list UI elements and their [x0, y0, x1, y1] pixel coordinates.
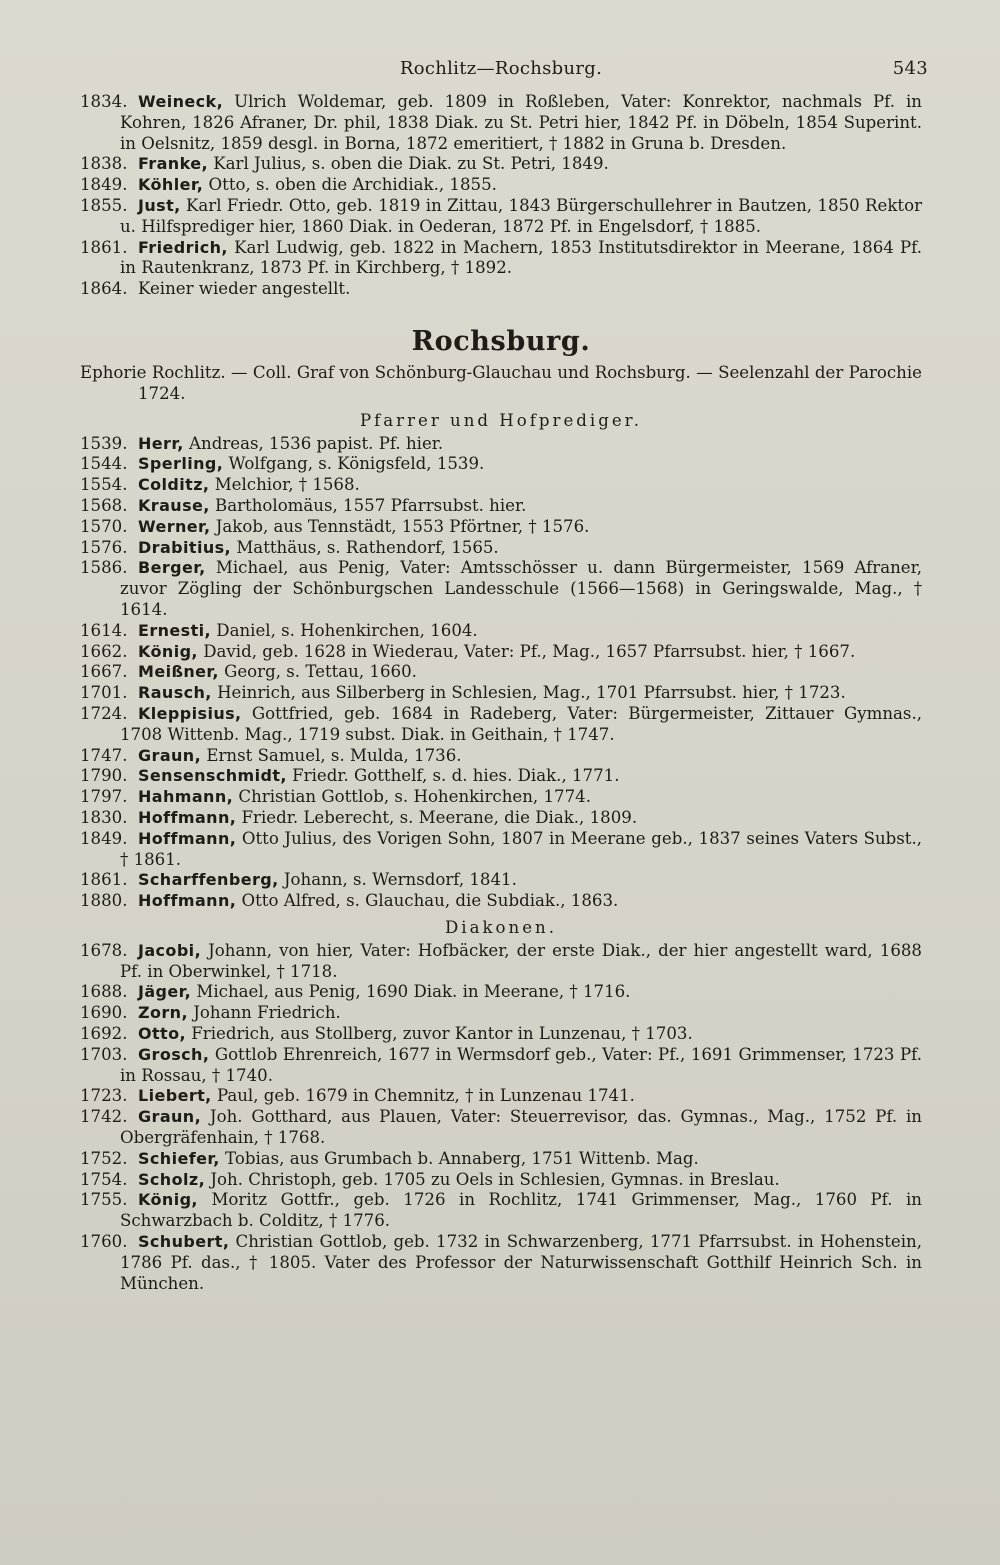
entry-name: Hoffmann,: [138, 828, 237, 848]
entry-year: 1754.: [80, 1169, 128, 1189]
entry-text: Friedr. Leberecht, s. Meerane, die Diak., 1809.: [241, 807, 638, 827]
entry-name: Scharffenberg,: [138, 870, 279, 890]
entry-name: Scholz,: [138, 1169, 206, 1189]
entry-name: Hahmann,: [138, 787, 234, 807]
list-item: [80, 454, 922, 475]
entry-name: Jäger,: [138, 982, 192, 1002]
entry-name: Graun,: [138, 745, 202, 765]
list-item: [80, 891, 922, 912]
entry-year: 1861.: [80, 870, 128, 890]
entry-year: 1855.: [80, 195, 128, 215]
list-item: [80, 642, 922, 663]
list-item: [80, 1024, 922, 1045]
entry-name: Rausch,: [138, 683, 212, 703]
diakonen-heading: Diakonen.: [444, 917, 558, 937]
entry-name: Colditz,: [138, 475, 210, 495]
entry-year: 1539.: [80, 433, 128, 453]
entry-name: König,: [138, 1190, 198, 1210]
list-item: [80, 475, 922, 496]
entry-text: Ulrich Woldemar, geb. 1809 in Roßleben, Vater: Konrektor, nachmals Pf. in Kohren, 1826 Afraner, Dr. phil, 1838 Diak. zu St. Petri hier, 1842 Pf. in Döbeln, 1854 Superint. in Oelsnitz, 1859 desgl. in Borna, 1872 emeritiert, † 1882 in Gruna b. Dresden.: [120, 92, 922, 153]
entry-text: Johann Friedrich.: [193, 1003, 341, 1023]
entry-name: Kleppisius,: [138, 703, 242, 723]
entry-text: Michael, aus Penig, 1690 Diak. in Meerane, † 1716.: [196, 982, 631, 1002]
entry-year: 1678.: [80, 940, 128, 960]
entry-text: Paul, geb. 1679 in Chemnitz, † in Lunzenau 1741.: [216, 1086, 635, 1106]
list-item: [80, 1045, 922, 1087]
entry-name: Ernesti,: [138, 620, 211, 640]
page-number: 543: [892, 58, 928, 79]
entry-name: Sperling,: [138, 454, 224, 474]
entry-year: 1830.: [80, 807, 128, 827]
list-item: [80, 1107, 922, 1149]
entry-year: 1760.: [80, 1232, 128, 1252]
entry-text: Matthäus, s. Rathendorf, 1565.: [236, 537, 499, 557]
list-item: [80, 829, 922, 871]
list-item: [80, 982, 922, 1003]
entry-text: Karl Julius, s. oben die Diak. zu St. Petri, 1849.: [213, 154, 609, 174]
entry-year: 1688.: [80, 982, 128, 1002]
list-item: [80, 787, 922, 808]
list-item: [80, 1232, 922, 1294]
entry-text: Bartholomäus, 1557 Pfarrsubst. hier.: [215, 495, 527, 515]
list-item: [80, 683, 922, 704]
list-item: [80, 238, 922, 280]
list-item: [80, 941, 922, 983]
entry-year: 1586.: [80, 558, 128, 578]
entry-text: David, geb. 1628 in Wiederau, Vater: Pf., Mag., 1657 Pfarrsubst. hier, † 1667.: [203, 641, 856, 661]
entry-name: Just,: [138, 195, 181, 215]
entry-year: 1667.: [80, 662, 128, 682]
list-item: [80, 1149, 922, 1170]
entry-year: 1864.: [80, 279, 128, 299]
entry-year: 1570.: [80, 516, 128, 536]
entry-year: 1838.: [80, 154, 128, 174]
entry-text: Joh. Gotthard, aus Plauen, Vater: Steuerrevisor, das. Gymnas., Mag., 1752 Pf. in Obergräfenhain, † 1768.: [120, 1107, 922, 1148]
entry-year: 1662.: [80, 641, 128, 661]
entry-year: 1880.: [80, 891, 128, 911]
entry-year: 1752.: [80, 1148, 128, 1168]
entry-text: Friedr. Gotthelf, s. d. hies. Diak., 1771.: [292, 766, 620, 786]
entry-text: Tobias, aus Grumbach b. Annaberg, 1751 Wittenb. Mag.: [225, 1148, 699, 1168]
entry-name: Franke,: [138, 154, 208, 174]
list-item: [80, 1170, 922, 1191]
entry-text: Johann, s. Wernsdorf, 1841.: [283, 870, 517, 890]
entry-name: Zorn,: [138, 1003, 188, 1023]
list-item: [80, 870, 922, 891]
rochlitz-entry-list: [80, 92, 922, 300]
entry-name: Grosch,: [138, 1044, 210, 1064]
entry-text: Christian Gottlob, s. Hohenkirchen, 1774.: [238, 787, 591, 807]
entry-text: Heinrich, aus Silberberg in Schlesien, Mag., 1701 Pfarrsubst. hier, † 1723.: [217, 683, 846, 703]
entry-name: Schiefer,: [138, 1148, 220, 1168]
entry-year: 1747.: [80, 745, 128, 765]
entry-name: Berger,: [138, 558, 206, 578]
entry-year: 1849.: [80, 175, 128, 195]
entry-name: Otto,: [138, 1024, 186, 1044]
list-item: [80, 517, 922, 538]
entry-name: Friedrich,: [138, 237, 228, 257]
entry-year: 1755.: [80, 1190, 128, 1210]
entry-year: 1790.: [80, 766, 128, 786]
entry-name: Sensenschmidt,: [138, 766, 287, 786]
entry-year: 1692.: [80, 1024, 128, 1044]
entry-name: Hoffmann,: [138, 807, 237, 827]
section-title: Rochsburg.: [411, 325, 591, 357]
list-item: [80, 538, 922, 559]
entry-text: Johann, von hier, Vater: Hofbäcker, der erste Diak., der hier angestellt ward, 1688 Pf. in Oberwinkel, † 1718.: [120, 940, 922, 981]
list-item: [80, 558, 922, 620]
pfarrer-heading: Pfarrer und Hofprediger.: [359, 410, 643, 430]
entry-year: 1701.: [80, 683, 128, 703]
entry-text: Gottlob Ehrenreich, 1677 in Wermsdorf geb., Vater: Pf., 1691 Grimmenser, 1723 Pf. in Rossau, † 1740.: [120, 1044, 922, 1085]
entry-year: 1724.: [80, 703, 128, 723]
entry-text: Gottfried, geb. 1684 in Radeberg, Vater: Bürgermeister, Zittauer Gymnas., 1708 Wittenb. Mag., 1719 subst. Diak. in Geithain, † 1747.: [120, 703, 922, 744]
list-item: [80, 1086, 922, 1107]
list-item: [80, 1003, 922, 1024]
entry-year: 1723.: [80, 1086, 128, 1106]
entry-text: Karl Ludwig, geb. 1822 in Machern, 1853 Institutsdirektor in Meerane, 1864 Pf. in Rautenkranz, 1873 Pf. in Kirchberg, † 1892.: [120, 237, 922, 278]
pfarrer-entry-list: [80, 434, 922, 912]
entry-year: 1614.: [80, 620, 128, 640]
entry-name: Jacobi,: [138, 940, 202, 960]
entry-text: Karl Friedr. Otto, geb. 1819 in Zittau, 1843 Bürgerschullehrer in Bautzen, 1850 Rektor u. Hilfsprediger hier, 1860 Diak. in Oederan, 1872 Pf. in Engelsdorf, † 1885.: [120, 195, 922, 236]
list-item: [80, 434, 922, 455]
entry-text: Daniel, s. Hohenkirchen, 1604.: [216, 620, 478, 640]
entry-name: Schubert,: [138, 1232, 230, 1252]
entry-name: Graun,: [138, 1107, 202, 1127]
entry-year: 1742.: [80, 1107, 128, 1127]
list-item: [80, 92, 922, 154]
list-item: [80, 746, 922, 767]
entry-name: Köhler,: [138, 175, 204, 195]
entry-text: Keiner wieder angestellt.: [138, 279, 351, 299]
entry-name: Weineck,: [138, 92, 224, 111]
entry-year: 1834.: [80, 92, 128, 111]
entry-year: 1797.: [80, 787, 128, 807]
entry-name: Meißner,: [138, 662, 219, 682]
entry-year: 1861.: [80, 237, 128, 257]
section-info: Ephorie Rochlitz. — Coll. Graf von Schönburg-Glauchau und Rochsburg. — Seelenzahl der Parochie 1724.: [80, 362, 922, 403]
entry-text: Andreas, 1536 papist. Pf. hier.: [189, 433, 444, 453]
entry-text: Michael, aus Penig, Vater: Amtsschösser u. dann Bürgermeister, 1569 Afraner, zuvor Zögling der Schönburgschen Landesschule (1566—1568) in Geringswalde, Mag., † 1614.: [120, 558, 922, 619]
list-item: [80, 175, 922, 196]
entry-name: Werner,: [138, 516, 211, 536]
running-head-title: Rochlitz—Rochsburg.: [399, 58, 603, 79]
entry-text: Otto Alfred, s. Glauchau, die Subdiak., 1863.: [241, 891, 619, 911]
entry-name: Drabitius,: [138, 537, 232, 557]
list-item: [80, 154, 922, 175]
list-item: [80, 1190, 922, 1232]
entry-text: Joh. Christoph, geb. 1705 zu Oels in Schlesien, Gymnas. in Breslau.: [210, 1169, 780, 1189]
entry-text: Otto Julius, des Vorigen Sohn, 1807 in Meerane geb., 1837 seines Vaters Subst., † 1861.: [120, 828, 922, 869]
entry-year: 1568.: [80, 495, 128, 515]
list-item: [80, 621, 922, 642]
entry-year: 1544.: [80, 454, 128, 474]
entry-text: Wolfgang, s. Königsfeld, 1539.: [228, 454, 485, 474]
entry-text: Ernst Samuel, s. Mulda, 1736.: [206, 745, 462, 765]
entry-text: Moritz Gottfr., geb. 1726 in Rochlitz, 1741 Grimmenser, Mag., 1760 Pf. in Schwarzbach b. Colditz, † 1776.: [120, 1190, 922, 1231]
entry-text: Otto, s. oben die Archidiak., 1855.: [208, 175, 497, 195]
entry-year: 1554.: [80, 475, 128, 495]
list-item: [80, 662, 922, 683]
entry-year: 1849.: [80, 828, 128, 848]
entry-text: Jakob, aus Tennstädt, 1553 Pförtner, † 1576.: [215, 516, 590, 536]
entry-text: Friedrich, aus Stollberg, zuvor Kantor in Lunzenau, † 1703.: [191, 1024, 693, 1044]
entry-year: 1690.: [80, 1003, 128, 1023]
entry-text: Georg, s. Tettau, 1660.: [224, 662, 417, 682]
entry-name: Herr,: [138, 433, 184, 453]
list-item: [80, 766, 922, 787]
entry-text: Melchior, † 1568.: [214, 475, 360, 495]
list-item: [80, 279, 922, 300]
list-item: [80, 704, 922, 746]
entry-name: Liebert,: [138, 1086, 212, 1106]
running-head: [80, 58, 928, 92]
diakonen-entry-list: [80, 941, 922, 1295]
entry-name: Hoffmann,: [138, 891, 237, 911]
list-item: [80, 808, 922, 829]
list-item: [80, 496, 922, 517]
entry-name: König,: [138, 641, 198, 661]
entry-name: Krause,: [138, 495, 210, 515]
list-item: [80, 196, 922, 238]
entry-year: 1576.: [80, 537, 128, 557]
entry-text: Christian Gottlob, geb. 1732 in Schwarzenberg, 1771 Pfarrsubst. in Hohenstein, 1786 Pf. das., † 1805. Vater des Professor der Naturwissenschaft Gotthilf Heinrich Sch. in München.: [120, 1232, 923, 1293]
entry-year: 1703.: [80, 1044, 128, 1064]
